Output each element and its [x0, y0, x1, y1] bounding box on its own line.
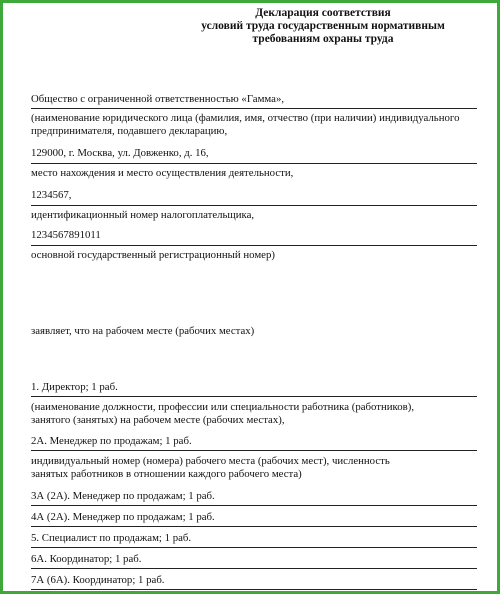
divider [31, 205, 477, 206]
divider [31, 108, 477, 109]
divider [31, 568, 477, 569]
org-name-caption-1: (наименование юридического лица (фамилия, имя, отчество (при наличии) индивидуального [31, 112, 460, 124]
divider [31, 163, 477, 164]
divider [31, 547, 477, 548]
position-3: 3А (2А). Менеджер по продажам; 1 раб. [31, 490, 215, 502]
divider [31, 526, 477, 527]
position-4: 4А (2А). Менеджер по продажам; 1 раб. [31, 511, 215, 523]
position-6: 6А. Координатор; 1 раб. [31, 553, 142, 565]
divider [31, 396, 477, 397]
divider [31, 589, 477, 590]
declares-text: заявляет, что на рабочем месте (рабочих местах) [31, 325, 255, 337]
title-line-1: Декларация соответствия [255, 7, 391, 19]
org-name: Общество с ограниченной ответственностью «Гамма», [31, 93, 285, 105]
position-caption-1-line-1: (наименование должности, профессии или специальности работника (работников), [31, 401, 415, 413]
title-line-2: условий труда государственным нормативным [201, 20, 445, 32]
title-line-3: требованиям охраны труда [252, 33, 394, 45]
org-address-caption: место нахождения и место осуществления деятельности, [31, 167, 294, 179]
position-7: 7А (6А). Координатор; 1 раб. [31, 574, 165, 586]
divider [31, 450, 477, 451]
position-1: 1. Директор; 1 раб. [31, 381, 118, 393]
divider [31, 245, 477, 246]
position-caption-2-line-1: индивидуальный номер (номера) рабочего места (рабочих мест), численность [31, 455, 390, 467]
position-caption-2-line-2: занятых работников в отношении каждого рабочего места) [31, 468, 302, 480]
org-inn: 1234567, [31, 189, 72, 201]
org-name-caption-2: предпринимателя, подавшего декларацию, [31, 125, 228, 137]
position-2: 2А. Менеджер по продажам; 1 раб. [31, 435, 192, 447]
position-caption-1-line-2: занятого (занятых) на рабочем месте (рабочих местах), [31, 414, 285, 426]
document-title [183, 7, 463, 46]
org-inn-caption: идентификационный номер налогоплательщика, [31, 209, 255, 221]
org-address: 129000, г. Москва, ул. Довженко, д. 16, [31, 147, 209, 159]
position-5: 5. Специалист по продажам; 1 раб. [31, 532, 192, 544]
org-ogrn: 1234567891011 [31, 229, 101, 241]
divider [31, 505, 477, 506]
org-ogrn-caption: основной государственный регистрационный номер) [31, 249, 275, 261]
